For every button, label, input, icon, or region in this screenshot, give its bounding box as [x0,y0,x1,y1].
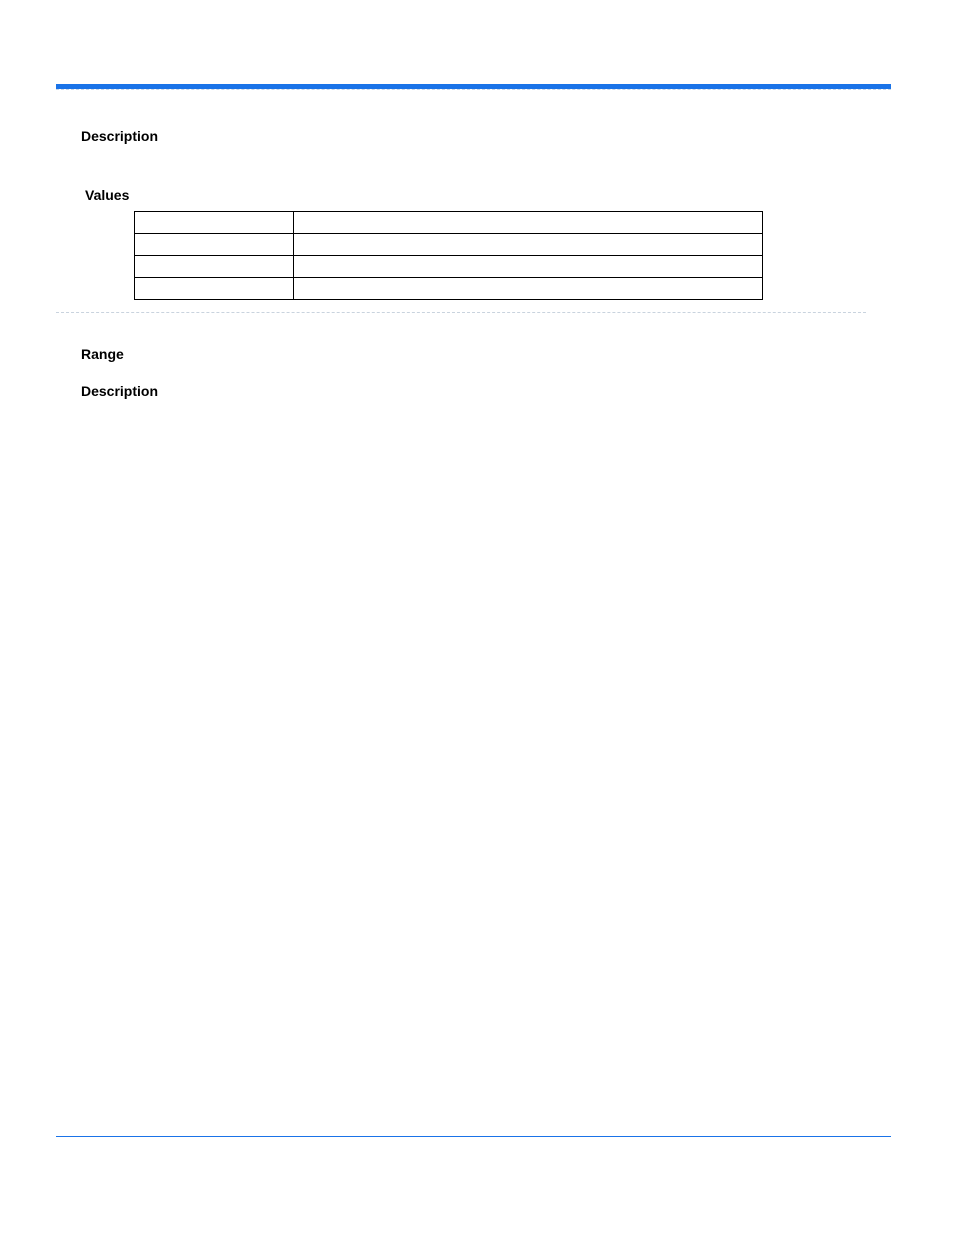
table-cell-value [135,256,294,278]
table-cell-meaning [294,234,763,256]
footer-rule [56,1136,891,1137]
table-cell-meaning [294,256,763,278]
description-heading: Description [81,128,159,144]
values-heading: Values [85,187,130,203]
range-heading: Range [81,346,124,362]
table-row [135,256,763,278]
table-row [135,278,763,300]
table-row [135,234,763,256]
table-cell-value [135,278,294,300]
table-cell-meaning [294,278,763,300]
header-dashed-rule [56,89,891,90]
description-heading-2: Description [81,383,159,399]
values-table [134,211,763,300]
section-divider [56,312,866,313]
table-cell-meaning [294,212,763,234]
table-row [135,212,763,234]
table-cell-value [135,234,294,256]
table-cell-value [135,212,294,234]
